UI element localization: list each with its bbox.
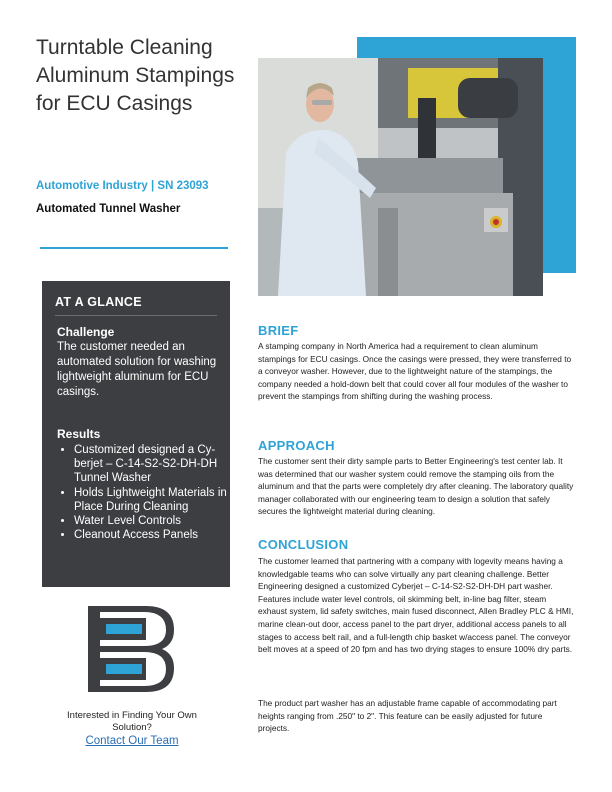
washer-photo (258, 58, 543, 296)
page-title: Turntable Cleaning Aluminum Stampings for ECU Casings (36, 36, 235, 115)
industry-line: Automotive Industry | SN 23093 (36, 180, 209, 192)
results-label: Results (57, 427, 101, 441)
glance-divider (55, 315, 217, 316)
challenge-text: The customer needed an automated solution for washing lightweight aluminum for ECU casings. (57, 341, 217, 398)
conclusion-text: The customer learned that partnering with a company with logevity means having a knowledgable teams who can solve virtually any part cleaning challenge. Better Engineering designed a customized Cyberjet – C-14-S2-S2-DH-DH part washer. Features include water level controls, oil skimming belt, in-line bag filter, steam exhaust system, lid safety switches, main fused disconnect, Allen Bradley PLC & HMI, marine clean-out door, access panel to the part dryer, additional access panels to all stages to access belt rail, and a full-length chip basket w/access panel. The conveyor belt moves at a speed of 20 fpm and has two drying stages to ensure 100% dry parts. (258, 556, 574, 655)
photo-illustration (258, 58, 543, 296)
company-logo (88, 606, 174, 692)
conclusion-heading: CONCLUSION (258, 537, 349, 552)
approach-heading: APPROACH (258, 438, 335, 453)
results-item: • Cleanout Access Panels (74, 528, 242, 542)
results-item: • Water Level Controls (74, 514, 242, 528)
brief-text: A stamping company in North America had a requirement to clean aluminum stampings for ECU casings. Once the casings were pressed, they were transferred to a conveyor washer. However, due to the lightweight nature of the stampings, the company needed a hold-down belt that could cover all four modules of the washer to prevent the stampings from shifting during the washing process. (258, 341, 572, 402)
glance-heading: AT A GLANCE (55, 295, 142, 309)
challenge-label: Challenge (57, 325, 115, 339)
title-divider (40, 247, 228, 249)
at-a-glance-panel (42, 281, 230, 587)
contact-our-team-link[interactable]: Contact Our Team (85, 735, 179, 747)
results-list (57, 443, 242, 542)
results-item: • Customized designed a Cy-berjet – C-14-S2-S2-DH-DH Tunnel Washer (74, 443, 242, 486)
product-line: Automated Tunnel Washer (36, 203, 181, 215)
results-item: • Holds Lightweight Materials in Place During Cleaning (74, 486, 242, 514)
approach-text: The customer sent their dirty sample parts to Better Engineering's test center lab. It was determined that our washer system could remove the stamping oils from the aluminum and that the parts were completely dry after cleaning. The laboratory quality manager collaborated with our engineering team to design a solution that safely secures the lightweight material during cleaning. (258, 456, 574, 517)
cta-text: Interested in Finding Your Own Solution? (67, 710, 197, 733)
brief-heading: BRIEF (258, 323, 299, 338)
conclusion-text-2: The product part washer has an adjustable frame capable of accommodating part heights ranging from .250" to 2". This feature can be easily adjusted for future projects. (258, 698, 557, 734)
